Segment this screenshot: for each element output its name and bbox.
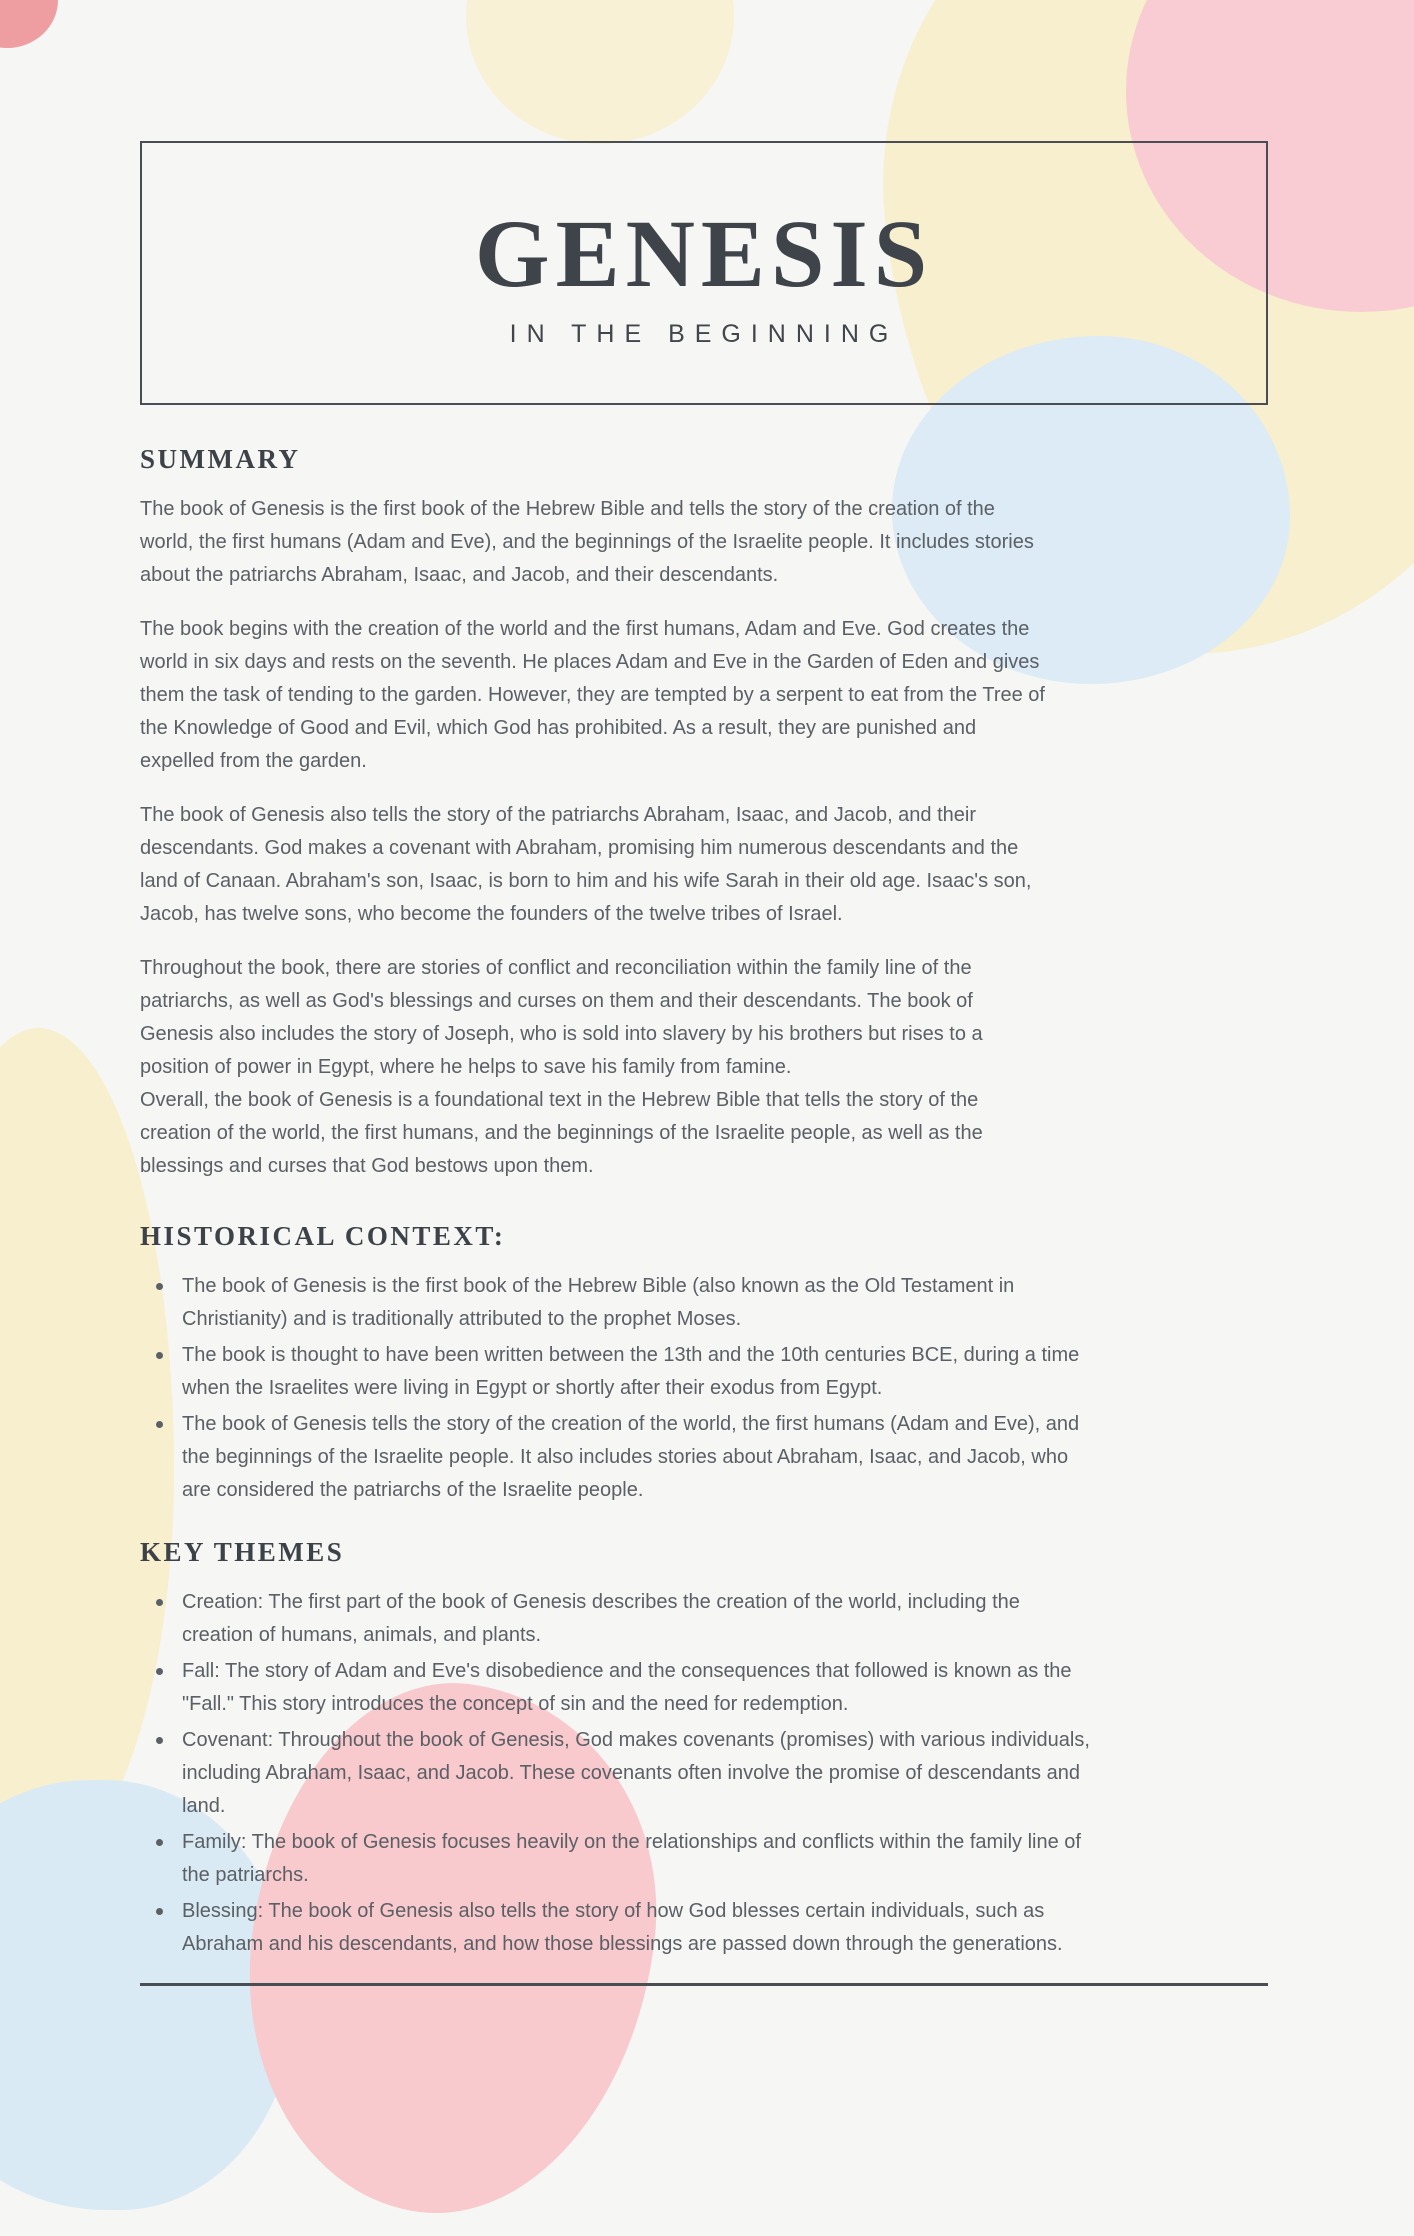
list-item: The book of Genesis is the first book of the Hebrew Bible (also known as the Old Testament in Christianity) and is traditionally attributed to the prophet Moses. [182, 1270, 1090, 1336]
content-column [140, 444, 1268, 1965]
list-item: Blessing: The book of Genesis also tells the story of how God blesses certain individuals, such as Abraham and his descendants, and how those blessings are passed down through the generations. [182, 1895, 1090, 1961]
summary-paragraph: The book of Genesis is the first book of the Hebrew Bible and tells the story of the creation of the world, the first humans (Adam and Eve), and the beginnings of the Israelite people. It includes stories about the patriarchs Abraham, Isaac, and Jacob, and their descendants. [140, 498, 1034, 586]
summary-paragraph: The book of Genesis also tells the story of the patriarchs Abraham, Isaac, and Jacob, and their descendants. God makes a covenant with Abraham, promising him numerous descendants and the land of Canaan. Abraham's son, Isaac, is born to him and his wife Sarah in their old age. Isaac's son, Jacob, has twelve sons, who become the founders of the twelve tribes of Israel. [140, 804, 1032, 925]
historical-context-list [140, 1270, 1268, 1507]
summary-paragraph: Overall, the book of Genesis is a foundational text in the Hebrew Bible that tells the story of the creation of the world, the first humans, and the beginnings of the Israelite people, as well as the blessings and curses that God bestows upon them. [140, 1089, 983, 1177]
red-corner-blob [0, 0, 58, 48]
summary-paragraph: The book begins with the creation of the world and the first humans, Adam and Eve. God creates the world in six days and rests on the seventh. He places Adam and Eve in the Garden of Eden and gives them the task of tending to the garden. However, they are tempted by a serpent to eat from the Tree of the Knowledge of Good and Evil, which God has prohibited. As a result, they are punished and expelled from the garden. [140, 618, 1045, 772]
key-themes-list [140, 1586, 1268, 1961]
summary-heading: SUMMARY [140, 444, 301, 474]
list-item: Creation: The first part of the book of Genesis describes the creation of the world, including the creation of humans, animals, and plants. [182, 1586, 1090, 1652]
historical-context-heading: HISTORICAL CONTEXT: [140, 1221, 506, 1251]
summary-paragraph: Throughout the book, there are stories of conflict and reconciliation within the family line of the patriarchs, as well as God's blessings and curses on them and their descendants. The book of Genesis also includes the story of Joseph, who is sold into slavery by his brothers but rises to a position of power in Egypt, where he helps to save his family from famine. [140, 957, 983, 1078]
list-item: The book is thought to have been written between the 13th and the 10th centuries BCE, during a time when the Israelites were living in Egypt or shortly after their exodus from Egypt. [182, 1339, 1090, 1405]
list-item: Family: The book of Genesis focuses heavily on the relationships and conflicts within the family line of the patriarchs. [182, 1826, 1090, 1892]
list-item: Fall: The story of Adam and Eve's disobedience and the consequences that followed is known as the "Fall." This story introduces the concept of sin and the need for redemption. [182, 1655, 1090, 1721]
page-subtitle: IN THE BEGINNING [509, 319, 899, 348]
yellow-top-blob [466, 0, 734, 144]
bottom-divider-line [140, 1983, 1268, 1986]
list-item: The book of Genesis tells the story of the creation of the world, the first humans (Adam and Eve), and the beginnings of the Israelite people. It also includes stories about Abraham, Isaac, and Jacob, who are considered the patriarchs of the Israelite people. [182, 1408, 1090, 1507]
list-item: Covenant: Throughout the book of Genesis, God makes covenants (promises) with various individuals, including Abraham, Isaac, and Jacob. These covenants often involve the promise of descendants and land. [182, 1724, 1090, 1823]
page-title: GENESIS [474, 199, 934, 307]
title-box [140, 141, 1268, 405]
key-themes-heading: KEY THEMES [140, 1537, 345, 1567]
